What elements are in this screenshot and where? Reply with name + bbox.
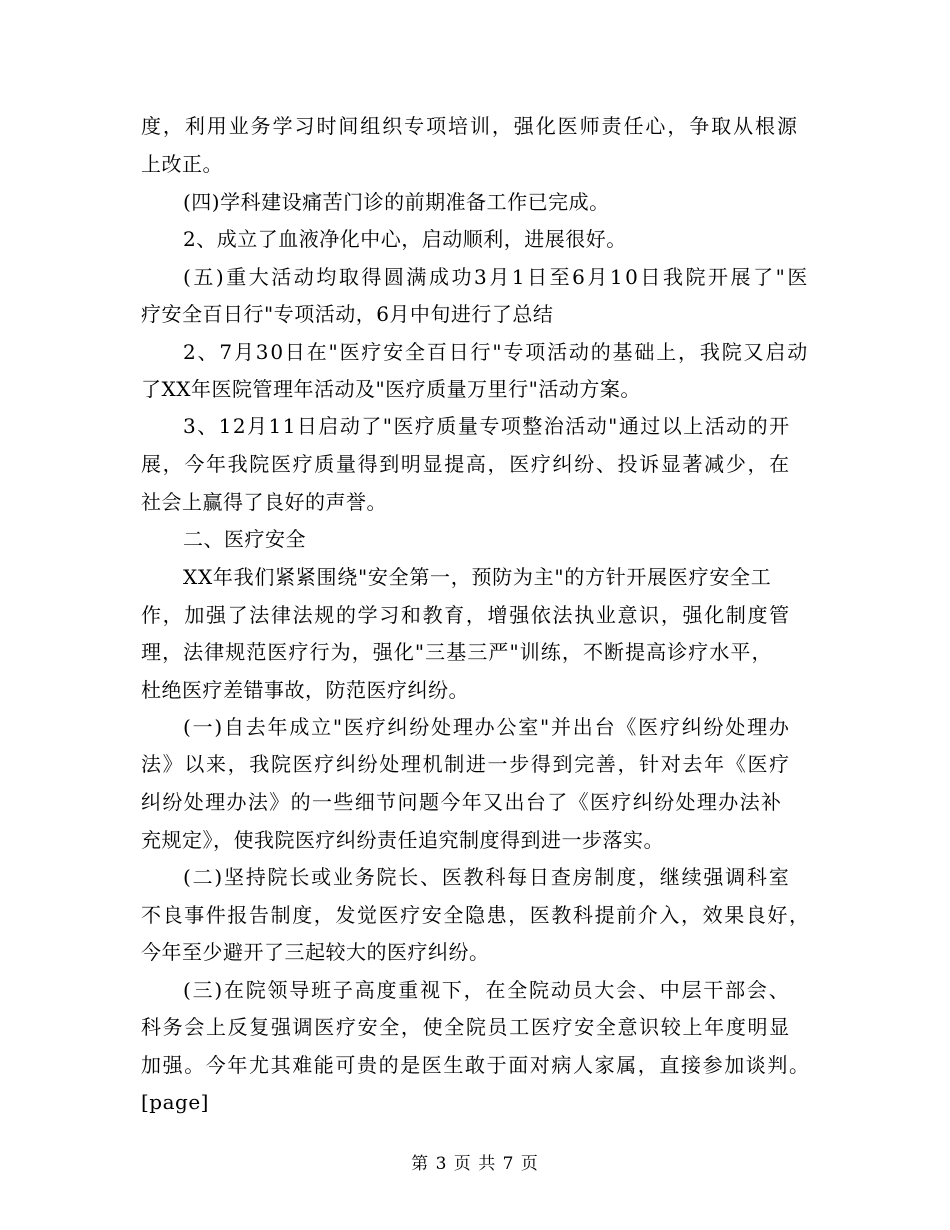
- text-line: (三)在院领导班子高度重视下，在全院动员大会、中层干部会、: [183, 978, 791, 1002]
- text-line: 社会上赢得了良好的声誉。: [141, 490, 387, 514]
- text-line: 作，加强了法律法规的学习和教育，增强依法执业意识，强化制度管: [141, 603, 791, 627]
- text-line: 疗安全百日行"专项活动，6月中旬进行了总结: [141, 302, 554, 326]
- text-line: 不良事件报告制度，发觉医疗安全隐患，医教科提前介入，效果良好，: [141, 903, 811, 927]
- text-line: 度，利用业务学习时间组织专项培训，强化医师责任心，争取从根源: [141, 114, 799, 138]
- text-line: 科务会上反复强调医疗安全，使全院员工医疗安全意识较上年度明显: [141, 1015, 791, 1039]
- text-line: 二、医疗安全: [183, 527, 306, 551]
- text-line: (四)学科建设痛苦门诊的前期准备工作已完成。: [183, 190, 610, 214]
- text-line: 上改正。: [141, 152, 223, 176]
- text-line: 了XX年医院管理年活动及"医疗质量万里行"活动方案。: [141, 377, 641, 401]
- text-line: (五)重大活动均取得圆满成功3月1日至6月10日我院开展了"医: [183, 265, 810, 289]
- text-line: 2、7月30日在"医疗安全百日行"专项活动的基础上，我院又启动: [183, 340, 810, 364]
- text-line: 纠纷处理办法》的一些细节问题今年又出台了《医疗纠纷处理办法补: [141, 790, 783, 814]
- text-line: 充规定》，使我院医疗纠纷责任追究制度得到进一步落实。: [141, 828, 664, 852]
- page-footer: 第 3 页 共 7 页: [411, 1154, 539, 1174]
- text-line: 3、12月11日启动了"医疗质量专项整治活动"通过以上活动的开: [183, 414, 791, 438]
- text-line: 展，今年我院医疗质量得到明显提高，医疗纠纷、投诉显著减少，在: [141, 452, 791, 476]
- text-line: 杜绝医疗差错事故，防范医疗纠纷。: [141, 678, 469, 702]
- text-line: 加强。今年尤其难能可贵的是医生敢于面对病人家属，直接参加谈判。: [141, 1053, 811, 1077]
- text-line: XX年我们紧紧围绕"安全第一，预防为主"的方针开展医疗安全工: [183, 565, 772, 589]
- text-line: [page]: [141, 1090, 209, 1114]
- text-line: 法》以来，我院医疗纠纷处理机制进一步得到完善，针对去年《医疗: [141, 752, 791, 776]
- text-line: (二)坚持院长或业务院长、医教科每日查房制度，继续强调科室: [183, 865, 791, 889]
- text-line: 理，法律规范医疗行为，强化"三基三严"训练，不断提高诊疗水平，: [141, 640, 773, 664]
- text-line: (一)自去年成立"医疗纠纷处理办公室"并出台《医疗纠纷处理办: [183, 715, 791, 739]
- text-line: 今年至少避开了三起较大的医疗纠纷。: [141, 940, 490, 964]
- text-line: 2、成立了血液净化中心，启动顺利，进展很好。: [183, 227, 627, 251]
